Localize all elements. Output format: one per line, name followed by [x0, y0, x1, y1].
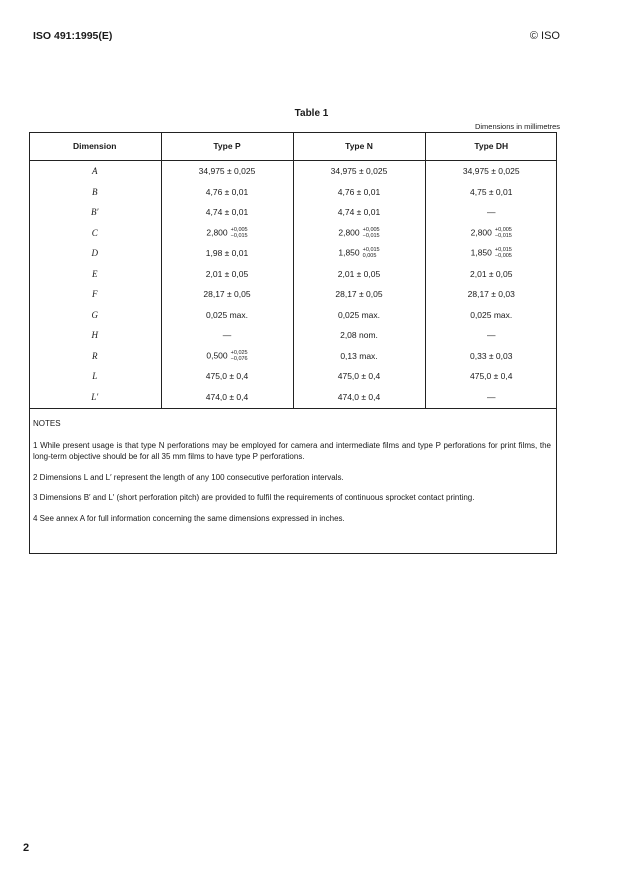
dimension-symbol: C: [29, 223, 161, 244]
nominal-value: 474,0 ± 0,4: [337, 392, 381, 403]
type-p-value: [161, 284, 293, 305]
page-number: 2: [23, 842, 30, 854]
note-item: 2 Dimensions L and L′ represent the length of any 100 consecutive perforation intervals.: [33, 472, 344, 482]
table-row: [29, 182, 557, 203]
nominal-value: 1,98 ± 0,01: [205, 248, 249, 259]
dimension-symbol: E: [29, 264, 161, 285]
nominal-value: 1,850: [470, 247, 492, 258]
type-p-value: [161, 202, 293, 223]
notes-title: NOTES: [33, 419, 61, 428]
nominal-value: 0,33 ± 0,03: [470, 350, 513, 361]
lower-tolerance: −0,015: [494, 232, 512, 239]
dimension-symbol: B′: [29, 202, 161, 223]
type-p-value: [161, 325, 293, 346]
upper-tolerance: +0,015: [494, 247, 512, 254]
nominal-value: —: [487, 392, 496, 403]
type-p-value: [161, 264, 293, 285]
nominal-value: 475,0 ± 0,4: [337, 371, 381, 382]
lower-tolerance: −0,015: [362, 232, 380, 239]
nominal-value: 2,800: [206, 227, 228, 237]
nominal-value: 4,74 ± 0,01: [205, 207, 249, 218]
nominal-value: —: [487, 207, 496, 218]
type-p-value: [161, 161, 293, 182]
upper-tolerance: +0,015: [362, 247, 380, 254]
type-n-value: [293, 346, 425, 367]
type-n-value: [293, 223, 425, 244]
nominal-value: 4,75 ± 0,01: [470, 186, 513, 197]
column-header: Type N: [293, 132, 425, 161]
type-p-value: [161, 387, 293, 409]
nominal-value: 0,500: [206, 350, 228, 360]
dimension-symbol: R: [29, 346, 161, 367]
nominal-value: 474,0 ± 0,4: [205, 392, 249, 403]
type-n-value: [293, 305, 425, 326]
type-dh-value: [425, 223, 557, 244]
nominal-value: —: [487, 330, 496, 341]
nominal-value: 475,0 ± 0,4: [205, 371, 249, 382]
nominal-value: 2,01 ± 0,05: [470, 268, 513, 279]
type-p-value: [161, 366, 293, 387]
nominal-value: 0,025 max.: [337, 309, 381, 320]
nominal-value: 2,08 nom.: [340, 330, 378, 341]
nominal-value: 34,975 ± 0,025: [462, 166, 520, 177]
nominal-value: 2,01 ± 0,05: [205, 268, 249, 279]
dimension-symbol: G: [29, 305, 161, 326]
nominal-value: 4,76 ± 0,01: [205, 186, 249, 197]
table-row: [29, 346, 557, 367]
lower-tolerance: −0,076: [230, 355, 248, 362]
column-header: Type DH: [425, 132, 557, 161]
nominal-value: 34,975 ± 0,025: [330, 166, 388, 177]
type-dh-value: [425, 202, 557, 223]
nominal-value: 28,17 ± 0,05: [203, 289, 251, 300]
type-dh-value: [425, 305, 557, 326]
notes-section: [33, 418, 551, 533]
type-p-value: [161, 223, 293, 244]
dimension-symbol: A: [29, 161, 161, 182]
column-header: Dimension: [29, 132, 161, 161]
type-n-value: [293, 325, 425, 346]
type-p-value: [161, 346, 293, 367]
table-header-row: [29, 132, 557, 161]
dimension-symbol: F: [29, 284, 161, 305]
lower-tolerance: −0,015: [230, 232, 248, 239]
standard-id: ISO 491:1995(E): [33, 30, 113, 42]
dimension-symbol: D: [29, 243, 161, 264]
nominal-value: 4,74 ± 0,01: [337, 207, 381, 218]
type-p-value: [161, 182, 293, 203]
tolerance-stack: [231, 227, 248, 239]
units-note: Dimensions in millimetres: [474, 122, 560, 131]
dimension-symbol: L′: [29, 387, 161, 409]
nominal-value: 0,13 max.: [340, 350, 378, 361]
upper-tolerance: +0,025: [230, 349, 248, 356]
tolerance-stack: [363, 247, 380, 259]
nominal-value: 1,850: [338, 247, 360, 258]
nominal-value: 0,025 max.: [205, 309, 249, 320]
column-header: Type P: [161, 132, 293, 161]
table-row: [29, 223, 557, 244]
tolerance-stack: [495, 247, 512, 259]
type-n-value: [293, 264, 425, 285]
lower-tolerance: −0,005: [494, 253, 512, 260]
upper-tolerance: +0,005: [230, 226, 248, 233]
type-n-value: [293, 366, 425, 387]
type-n-value: [293, 182, 425, 203]
table-row: [29, 161, 557, 182]
nominal-value: 475,0 ± 0,4: [470, 371, 513, 382]
type-p-value: [161, 305, 293, 326]
type-dh-value: [425, 284, 557, 305]
table-row: [29, 284, 557, 305]
type-dh-value: [425, 387, 557, 409]
type-n-value: [293, 161, 425, 182]
note-item: 4 See annex A for full information concerning the same dimensions expressed in inches.: [33, 513, 345, 523]
dimension-symbol: L: [29, 366, 161, 387]
type-n-value: [293, 243, 425, 264]
type-dh-value: [425, 346, 557, 367]
dimensions-table: [29, 132, 557, 409]
tolerance-stack: [495, 227, 512, 239]
type-dh-value: [425, 161, 557, 182]
tolerance-stack: [231, 350, 248, 362]
lower-tolerance: 0,005: [362, 253, 377, 260]
type-dh-value: [425, 182, 557, 203]
nominal-value: 0,025 max.: [470, 309, 513, 320]
upper-tolerance: +0,005: [494, 226, 512, 233]
table-row: [29, 264, 557, 285]
table-row: [29, 325, 557, 346]
nominal-value: 28,17 ± 0,05: [335, 289, 383, 300]
note-item: 1 While present usage is that type N perforations may be employed for camera and intermediate films and type P perforations for print films, the long-term objective should be for all 35 mm films to have type P perforations.: [33, 440, 551, 461]
type-dh-value: [425, 264, 557, 285]
dimension-symbol: H: [29, 325, 161, 346]
type-dh-value: [425, 325, 557, 346]
copyright-mark: © ISO: [529, 30, 560, 42]
nominal-value: 2,01 ± 0,05: [337, 268, 381, 279]
nominal-value: —: [222, 330, 232, 341]
table-row: [29, 366, 557, 387]
table-row: [29, 305, 557, 326]
tolerance-stack: [363, 227, 380, 239]
dimension-symbol: B: [29, 182, 161, 203]
table-title: Table 1: [294, 108, 329, 119]
note-item: 3 Dimensions B′ and L′ (short perforation pitch) are provided to fulfil the requirements of continuous sprocket contact printing.: [33, 493, 475, 502]
type-n-value: [293, 284, 425, 305]
type-dh-value: [425, 366, 557, 387]
nominal-value: 4,76 ± 0,01: [337, 186, 381, 197]
type-dh-value: [425, 243, 557, 264]
type-n-value: [293, 202, 425, 223]
nominal-value: 28,17 ± 0,03: [467, 289, 515, 300]
nominal-value: 2,800: [470, 227, 492, 237]
nominal-value: 2,800: [338, 227, 360, 237]
table-row: [29, 243, 557, 264]
table-row: [29, 387, 557, 409]
upper-tolerance: +0,005: [362, 226, 380, 233]
type-p-value: [161, 243, 293, 264]
type-n-value: [293, 387, 425, 409]
nominal-value: 34,975 ± 0,025: [198, 166, 256, 177]
table-row: [29, 202, 557, 223]
